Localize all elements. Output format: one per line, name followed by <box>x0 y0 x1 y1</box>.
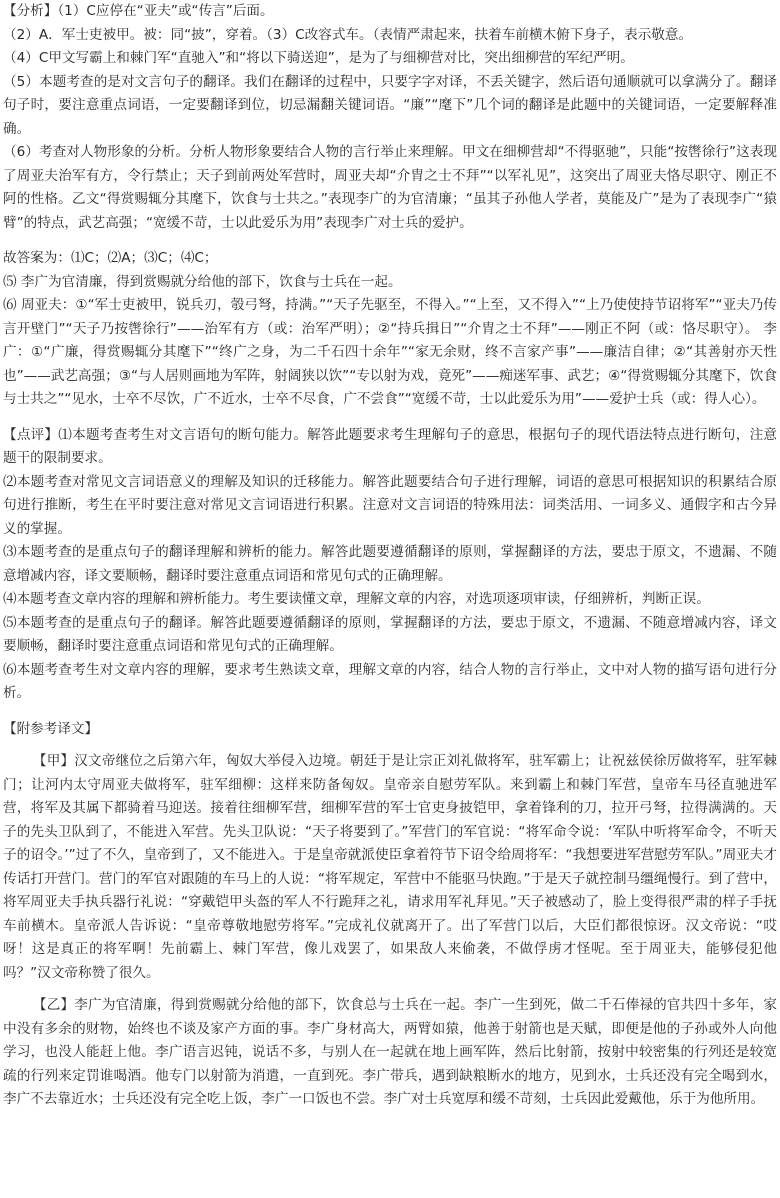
translation-yi: 【乙】李广为官清廉，得到赏赐就分给他的部下，饮食总与士兵在一起。李广一生到死，做二千石俸禄的官共四十多年，家中没有多余的财物，始终也不谈及家产方面的事。李广身材高大，两臂如猿，他善于射箭也是天赋，即便是他的子孙或外人向他学习，也没人能赶上他。李广语言迟钝，说话不多，与别人在一起就在地上画军阵，然后比射箭，按射中较密集的行列还是较宽疏的行列来定罚谁喝酒。他专门以射箭为消遣，一直到死。李广带兵，遇到缺粮断水的地方，见到水，士兵还没有完全喝到水，李广不去靠近水；士兵还没有完全吃上饭，李广一口饭也不尝。李广对士兵宽厚和缓不苛刻，士兵因此爱戴他，乐于为他所用。 <box>3 997 777 1107</box>
comment-6: ⑹本题考查考生对文章内容的理解，要求考生熟读文章，理解文章的内容，结合人物的言行举止，文中对人物的描写语句进行分析。 <box>3 661 777 701</box>
translation-heading: 【附参考译文】 <box>3 720 99 737</box>
translation-jia: 【甲】汉文帝继位之后第六年，匈奴大举侵入边境。朝廷于是让宗正刘礼做将军，驻军霸上；让祝兹侯徐厉做将军，驻军棘门；让河内太守周亚夫做将军，驻军细柳：这样来防备匈奴。皇帝亲自慰劳军队。来到霸上和棘门军营，皇帝车马径直驰进军营，将军及其属下都骑着马迎送。接着往细柳军营，细柳军营的军士官吏身披铠甲，拿着锋利的刀，拉开弓弩，拉得满满的。天子的先头卫队到了，不能进入军营。先头卫队说：“天子将要到了。”军营门的军官说：“将军命令说：‘军队中听将军命令，不听天子的诏令。’”过了不久，皇帝到了，又不能进入。于是皇帝就派使臣拿着符节下诏令给周将军：“我想要进军营慰劳军队。”周亚夫才传话打开营门。营门的军官对跟随的车马上的人说：“将军规定，军营中不能驱马快跑。”于是天子就控制马缰绳慢行。到了营中，将军周亚夫手执兵器行礼说：“穿戴铠甲头盔的军人不行跪拜之礼，请求用军礼拜见。”天子被感动了，脸上变得很严肃的样子手抚车前横木。皇帝派人告诉说：“皇帝尊敬地慰劳将军。”完成礼仪就离开了。出了军营门以后，大臣们都很惊讶。汉文帝说：“哎呀！这是真正的将军啊！先前霸上、棘门军营，像儿戏罢了，如果敌人来偷袭，不做俘虏才怪呢。至于周亚夫，能够侵犯他吗？”汉文帝称赞了很久。 <box>3 753 777 981</box>
analysis-section <box>3 0 777 235</box>
analysis-paragraph-5: （6）考查对人物形象的分析。分析人物形象要结合人物的言行举止来理解。甲文在细柳营却“不得驱驰”，只能“按辔徐行”这表现了周亚夫治军有方，令行禁止；天子到前两处军营时，周亚夫却“介胄之士不拜”“以军礼见”，这突出了周亚夫恪尽职守、刚正不阿的性格。乙文“得赏赐辄分其麾下，饮食与士共之。”表现李广的为官清廉；“虽其子孙他人学者，莫能及广”是为了表现李广“猿臂”的特点，武艺高强；“宽缓不苛，士以此爱乐为用”表现李广对士兵的爱护。 <box>3 144 777 231</box>
answer-6: ⑹ 周亚夫：①“军士吏被甲，锐兵刃，彀弓弩，持满。”“天子先驱至，不得入。”“上至，又不得入”“上乃使使持节诏将军”“亚夫乃传言开壁门”“天子乃按辔徐行”——治军有方（或：治军严明）；②“持兵揖日”“介胄之士不拜”——刚正不阿（或：恪尽职守）。 李广：①“广廉，得赏赐辄分其麾下”“终广之身，为二千石四十余年”“家无余财，终不言家产事”——廉洁自律；②“其善射亦天性也”——武艺高强；③“与人居则画地为军阵，射阔狭以饮”“专以射为戏，竟死”——痴迷军事、武艺；④“得赏赐辄分其麾下，饮食与士共之”“见水，士卒不尽饮，广不近水，士卒不尽食，广不尝食”“宽缓不苛，士以此爱乐为用”——爱护士兵（或：得人心）。 <box>3 297 777 407</box>
answer-5: ⑸ 李广为官清廉，得到赏赐就分给他的部下，饮食与士兵在一起。 <box>3 273 402 290</box>
comment-5: ⑸本题考查的是重点句子的翻译。解答此题要遵循翻译的原则，掌握翻译的方法，要忠于原文，不遗漏、不随意增减内容，译文要顺畅，翻译时要注意重点词语和常见句式的正确理解。 <box>3 614 777 654</box>
answers-section <box>3 247 777 412</box>
comment-1: 【点评】⑴本题考查考生对文言语句的断句能力。解答此题要求考生理解句子的意思，根据句子的现代语法特点进行断句，注意题干的限制要求。 <box>3 426 777 466</box>
comment-2: ⑵本题考查对常见文言词语意义的理解及知识的迁移能力。解答此题要结合句子进行理解，词语的意思可根据知识的积累结合原句进行推断，考生在平时要注意对常见文言词语进行积累。注意对文言词语的特殊用法：词类活用、一词多义、通假字和古今异义的掌握。 <box>3 473 777 537</box>
answers-summary: 故答案为：⑴C；⑵A；⑶C；⑷C； <box>3 250 218 266</box>
analysis-paragraph-3: （4）C甲文写霸上和棘门军“直驰入”和“将以下骑送迎”，是为了与细柳营对比，突出细柳营的军纪严明。 <box>3 50 634 66</box>
comments-section <box>3 424 777 706</box>
analysis-paragraph-1: 【分析】（1）C应停在“亚夫”或“传言”后面。 <box>3 3 274 19</box>
comment-3: ⑶本题考查的是重点句子的翻译理解和辨析的能力。解答此题要遵循翻译的原则，掌握翻译的方法，要忠于原文，不遗漏、不随意增减内容，译文要顺畅，翻译时要注意重点词语和常见句式的正确理解。 <box>3 544 777 584</box>
analysis-paragraph-4: （5）本题考查的是对文言句子的翻译。我们在翻译的过程中，只要字字对译，不丢关键字，然后语句通顺就可以拿满分了。翻译句子时，要注意重点词语，一定要翻译到位，切忌漏翻关键词语。“廉”“麾下”几个词的翻译是此题中的关键词语，一定要解释准确。 <box>3 73 777 137</box>
translation-section <box>3 718 777 1112</box>
analysis-paragraph-2: （2）A．军士吏被甲。被：同“披”，穿着。（3）C改容式车。（表情严肃起来，扶着车前横木俯下身子，表示敬意。 <box>3 26 693 43</box>
comment-4: ⑷本题考查文章内容的理解和辨析能力。考生要读懂文章，理解文章的内容，对选项逐项审读，仔细辨析，判断正误。 <box>3 591 710 607</box>
